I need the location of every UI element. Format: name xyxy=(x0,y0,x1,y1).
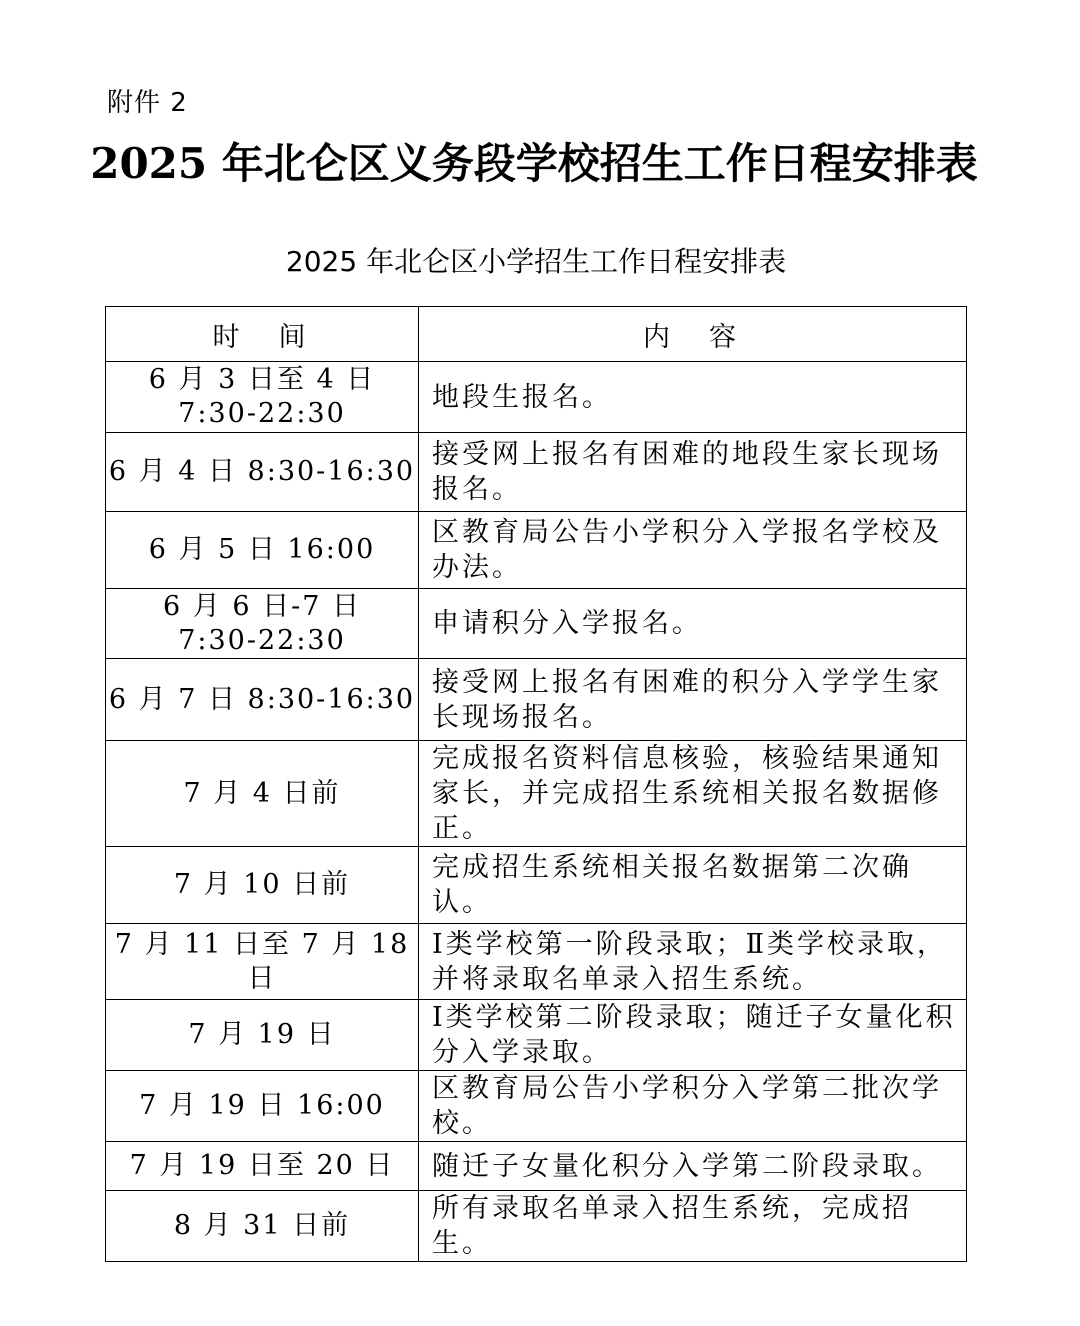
table-row xyxy=(106,741,967,847)
table-row xyxy=(106,433,967,512)
row-content: Ⅰ类学校第一阶段录取；Ⅱ类学校录取，并将录取名单录入招生系统。 xyxy=(419,924,967,1000)
table-row xyxy=(106,847,967,924)
row-content: 所有录取名单录入招生系统，完成招生。 xyxy=(419,1191,967,1262)
row-content: 接受网上报名有困难的地段生家长现场报名。 xyxy=(419,433,967,512)
row-time: 6 月 7 日 8:30-16:30 xyxy=(106,659,419,741)
table-row xyxy=(106,512,967,589)
schedule-table xyxy=(105,306,967,1262)
row-time: 8 月 31 日前 xyxy=(106,1191,419,1262)
row-time: 6 月 3 日至 4 日 7:30-22:30 xyxy=(106,362,419,433)
row-content: 随迁子女量化积分入学第二阶段录取。 xyxy=(419,1142,967,1191)
table-row xyxy=(106,362,967,433)
row-time: 7 月 11 日至 7 月 18 日 xyxy=(106,924,419,1000)
row-content: 申请积分入学报名。 xyxy=(419,589,967,659)
row-content: 完成报名资料信息核验，核验结果通知家长，并完成招生系统相关报名数据修正。 xyxy=(419,741,967,847)
table-row xyxy=(106,1000,967,1071)
table-row xyxy=(106,1142,967,1191)
attachment-label: 附件 2 xyxy=(107,88,188,118)
header-time: 时 间 xyxy=(106,307,419,362)
row-time: 6 月 6 日-7 日 7:30-22:30 xyxy=(106,589,419,659)
row-content: Ⅰ类学校第二阶段录取；随迁子女量化积分入学录取。 xyxy=(419,1000,967,1071)
row-time: 7 月 19 日 xyxy=(106,1000,419,1071)
table-header-row xyxy=(106,307,967,362)
table-title: 2025 年北仑区小学招生工作日程安排表 xyxy=(285,245,787,278)
row-time: 7 月 10 日前 xyxy=(106,847,419,924)
table-row xyxy=(106,589,967,659)
table-row xyxy=(106,1071,967,1142)
page-title: 2025 年北仑区义务段学校招生工作日程安排表 xyxy=(90,139,978,188)
row-content: 地段生报名。 xyxy=(419,362,967,433)
row-time: 7 月 4 日前 xyxy=(106,741,419,847)
header-content: 内 容 xyxy=(419,307,967,362)
table-row xyxy=(106,1191,967,1262)
row-time: 7 月 19 日至 20 日 xyxy=(106,1142,419,1191)
row-time: 7 月 19 日 16:00 xyxy=(106,1071,419,1142)
table-row xyxy=(106,659,967,741)
row-content: 完成招生系统相关报名数据第二次确认。 xyxy=(419,847,967,924)
row-content: 区教育局公告小学积分入学第二批次学校。 xyxy=(419,1071,967,1142)
table-row xyxy=(106,924,967,1000)
row-time: 6 月 5 日 16:00 xyxy=(106,512,419,589)
row-time: 6 月 4 日 8:30-16:30 xyxy=(106,433,419,512)
row-content: 接受网上报名有困难的积分入学学生家长现场报名。 xyxy=(419,659,967,741)
row-content: 区教育局公告小学积分入学报名学校及办法。 xyxy=(419,512,967,589)
